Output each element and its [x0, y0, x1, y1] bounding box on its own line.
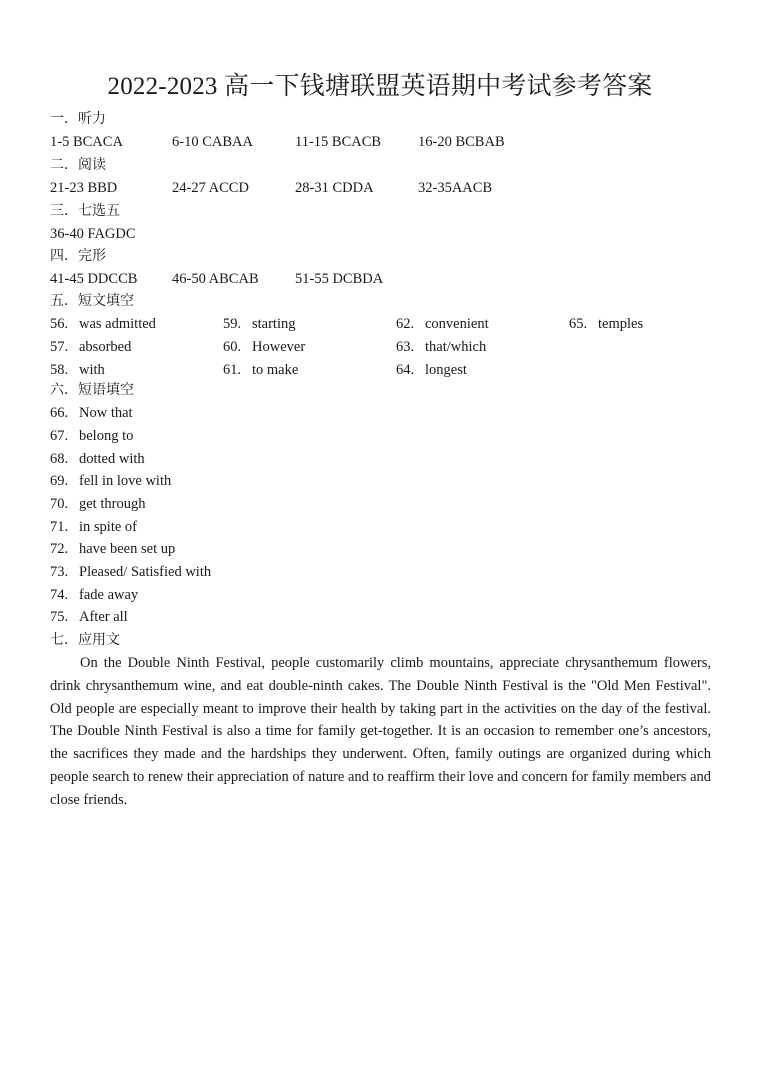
item-answer: After all — [79, 609, 128, 625]
section-phrases-heading: 六．短语填空 — [50, 382, 134, 398]
item-answer: longest — [425, 362, 467, 378]
page-title: 2022-2023 高一下钱塘联盟英语期中考试参考答案 — [107, 73, 653, 100]
item-number: 65. — [569, 316, 588, 332]
cloze-answer-1: 41-45 DDCCB — [50, 271, 138, 287]
phrase-item — [50, 471, 171, 491]
phrase-item — [50, 562, 211, 582]
section-cloze-heading: 四．完形 — [50, 248, 106, 264]
item-answer: fell in love with — [79, 473, 172, 489]
section-writing-heading: 七．应用文 — [50, 632, 120, 648]
phrase-item — [50, 585, 138, 605]
listening-answer-1: 1-5 BCACA — [50, 134, 123, 150]
essay-paragraph: On the Double Ninth Festival, people customarily climb mountains, appreciate chrysanthemum flowers, drink chrysanthemum wine, and eat double-ninth cakes. The Double Ninth Festival is the "Old Men Festival". Old people are especially meant to improve their health by taking part in the activities on the day of the festival. The Double Ninth Festival is also a time for family get-together. It is an occasion to remember one’s ancestors, the sacrifices they made and the hardships they underwent. Often, family outings are organized during which people search to renew their appreciation of nature and to reaffirm their love and concern for family members and close friends. — [50, 655, 711, 808]
item-number: 69. — [50, 473, 69, 489]
item-number: 67. — [50, 428, 69, 444]
item-number: 71. — [50, 519, 69, 535]
listening-answer-2: 6-10 CABAA — [172, 134, 253, 150]
item-answer: convenient — [425, 316, 489, 332]
section-fill-blank-heading: 五．短文填空 — [50, 293, 134, 309]
item-answer: that/which — [425, 339, 487, 355]
phrase-item — [50, 607, 128, 627]
phrase-item — [50, 494, 145, 514]
reading-answer-1: 21-23 BBD — [50, 180, 118, 196]
item-number: 72. — [50, 541, 69, 557]
phrase-item — [50, 539, 175, 559]
item-number: 56. — [50, 316, 69, 332]
item-answer: with — [79, 362, 105, 378]
fill-blank-item — [396, 360, 467, 380]
fill-blank-item — [569, 314, 643, 334]
item-answer: get through — [79, 496, 146, 512]
phrase-item — [50, 403, 133, 423]
fill-blank-item — [396, 337, 486, 357]
section-reading-heading: 二．阅读 — [50, 157, 106, 173]
item-number: 63. — [396, 339, 415, 355]
item-answer: was admitted — [79, 316, 156, 332]
section-listening-heading: 一．听力 — [50, 111, 106, 127]
item-number: 74. — [50, 587, 69, 603]
item-answer: starting — [252, 316, 296, 332]
item-answer: Pleased/ Satisfied with — [79, 564, 212, 580]
cloze-answer-3: 51-55 DCBDA — [295, 271, 384, 287]
seven-choose-five-answer: 36-40 FAGDC — [50, 226, 136, 242]
item-answer: absorbed — [79, 339, 132, 355]
item-number: 57. — [50, 339, 69, 355]
item-number: 60. — [223, 339, 242, 355]
item-number: 68. — [50, 451, 69, 467]
item-number: 58. — [50, 362, 69, 378]
fill-blank-item — [50, 314, 156, 334]
item-number: 73. — [50, 564, 69, 580]
item-number: 59. — [223, 316, 242, 332]
reading-answer-3: 28-31 CDDA — [295, 180, 374, 196]
phrase-item — [50, 517, 137, 537]
item-answer: fade away — [79, 587, 139, 603]
item-number: 75. — [50, 609, 69, 625]
item-answer: temples — [598, 316, 644, 332]
item-number: 66. — [50, 405, 69, 421]
listening-answer-3: 11-15 BCACB — [295, 134, 382, 150]
reading-answer-2: 24-27 ACCD — [172, 180, 249, 196]
section-seven-choose-five-heading: 三．七选五 — [50, 203, 120, 219]
item-answer: However — [252, 339, 306, 355]
phrase-item — [50, 449, 145, 469]
item-answer: to make — [252, 362, 299, 378]
item-answer: have been set up — [79, 541, 176, 557]
reading-answer-4: 32-35AACB — [418, 180, 493, 196]
item-number: 62. — [396, 316, 415, 332]
item-number: 64. — [396, 362, 415, 378]
listening-answer-4: 16-20 BCBAB — [418, 134, 505, 150]
cloze-answer-2: 46-50 ABCAB — [172, 271, 259, 287]
item-answer: dotted with — [79, 451, 145, 467]
item-number: 70. — [50, 496, 69, 512]
fill-blank-item — [50, 360, 105, 380]
item-answer: in spite of — [79, 519, 137, 535]
fill-blank-item — [223, 337, 305, 357]
fill-blank-item — [50, 337, 131, 357]
item-answer: Now that — [79, 405, 133, 421]
fill-blank-item — [396, 314, 489, 334]
fill-blank-item — [223, 314, 296, 334]
phrase-item — [50, 426, 133, 446]
fill-blank-item — [223, 360, 298, 380]
item-answer: belong to — [79, 428, 134, 444]
item-number: 61. — [223, 362, 242, 378]
